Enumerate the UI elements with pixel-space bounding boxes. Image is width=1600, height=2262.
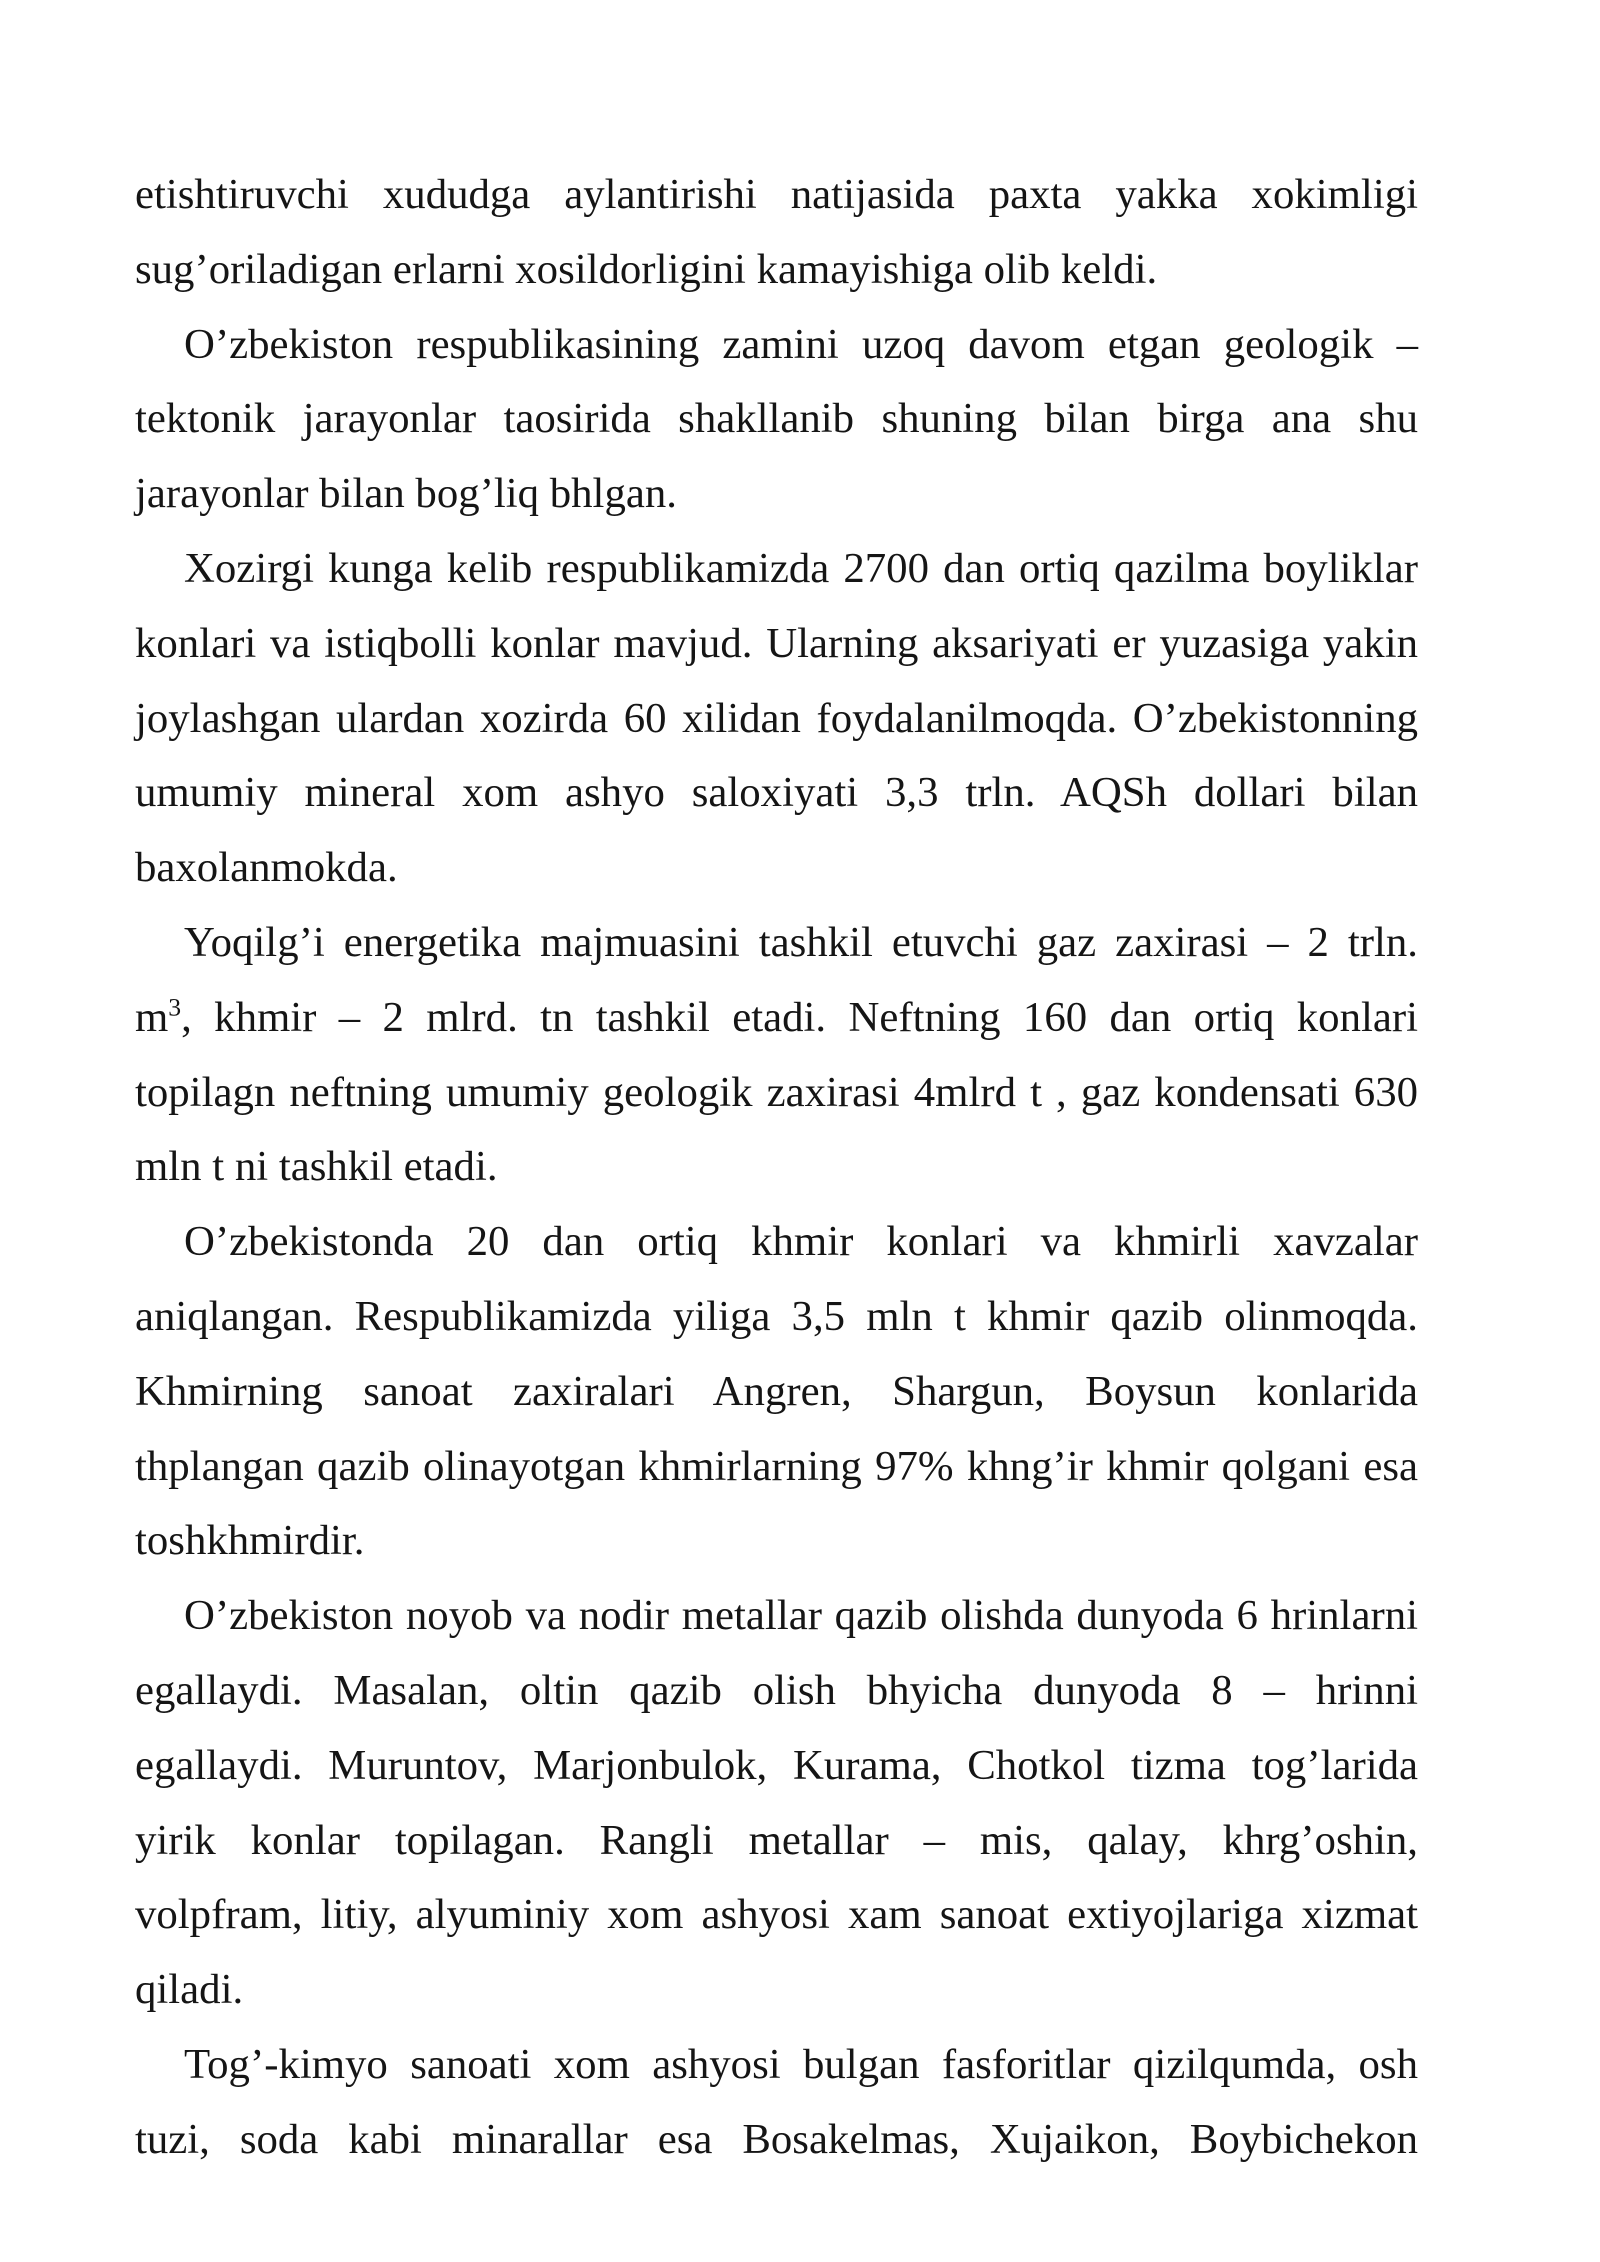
text-line: Yoqilg’i energetika majmuasini tashkil etuvchi gaz zaxirasi – 2 trln.: [184, 918, 1418, 966]
text-line: O’zbekiston noyob va nodir metallar qazib olishda dunyoda 6 hrinlarni: [184, 1592, 1418, 1640]
paragraph: [135, 1205, 1418, 1579]
text-line: O’zbekiston respublikasining zamini uzoq davom etgan geologik –: [184, 320, 1418, 368]
text-line: egallaydi. Masalan, oltin qazib olish bhyicha dunyoda 8 – hrinni: [135, 1666, 1418, 1714]
text-line: O’zbekistonda 20 dan ortiq khmir konlari va khmirli xavzalar: [184, 1218, 1418, 1266]
paragraph: [135, 158, 1418, 308]
text-line: tuzi, soda kabi minarallar esa Bosakelmas, Xujaikon, Boybichekon: [135, 2115, 1418, 2163]
text-line: baxolanmokda.: [135, 844, 398, 892]
text-line: Khmirning sanoat zaxiralari Angren, Shargun, Boysun konlarida: [135, 1367, 1418, 1415]
text-line: thplangan qazib olinayotgan khmirlarning 97% khng’ir khmir qolgani esa: [135, 1442, 1418, 1490]
text-line: Xozirgi kunga kelib respublikamizda 2700 dan ortiq qazilma boyliklar: [184, 544, 1418, 592]
paragraph: [135, 2028, 1418, 2178]
paragraph: [135, 532, 1418, 906]
text-line: konlari va istiqbolli konlar mavjud. Ularning aksariyati er yuzasiga yakin: [135, 619, 1418, 667]
paragraph: [135, 1579, 1418, 2028]
text-line: egallaydi. Muruntov, Marjonbulok, Kurama, Chotkol tizma tog’larida: [135, 1741, 1418, 1789]
superscript-exponent: 3: [168, 992, 182, 1022]
text-line: volpfram, litiy, alyuminiy xom ashyosi xam sanoat extiyojlariga xizmat: [135, 1891, 1418, 1939]
body-text: [135, 158, 1418, 2178]
text-segment: , khmir – 2 mlrd. tn tashkil etadi. Neftning 160 dan ortiq konlari: [181, 993, 1418, 1041]
text-line: yirik konlar topilagan. Rangli metallar – mis, qalay, khrg’oshin,: [135, 1816, 1418, 1864]
unit-base-text: m: [135, 993, 169, 1041]
text-line: topilagn neftning umumiy geologik zaxirasi 4mlrd t , gaz kondensati 630: [135, 1068, 1418, 1116]
text-line: toshkhmirdir.: [135, 1517, 365, 1565]
text-line: etishtiruvchi xududga aylantirishi natijasida paxta yakka xokimligi: [135, 171, 1418, 218]
paragraph: [135, 308, 1418, 532]
text-line: qiladi.: [135, 1966, 244, 2014]
text-line: tektonik jarayonlar taosirida shakllanib shuning bilan birga ana shu: [135, 395, 1418, 443]
text-line: mln t ni tashkil etadi.: [135, 1143, 498, 1191]
text-line: sug’oriladigan erlarni xosildorligini kamayishiga olib keldi.: [135, 245, 1158, 293]
text-line: umumiy mineral xom ashyo saloxiyati 3,3 trln. AQSh dollari bilan: [135, 769, 1418, 817]
paragraph: [135, 906, 1418, 1205]
text-line: joylashgan ulardan xozirda 60 xilidan foydalanilmoqda. O’zbekistonning: [135, 694, 1418, 742]
text-line: aniqlangan. Respublikamizda yiliga 3,5 mln t khmir qazib olinmoqda.: [135, 1292, 1418, 1340]
text-line: Tog’-kimyo sanoati xom ashyosi bulgan fasforitlar qizilqumda, osh: [184, 2040, 1418, 2088]
text-line: jarayonlar bilan bog’liq bhlgan.: [135, 470, 677, 518]
text-line: [135, 981, 1418, 1056]
